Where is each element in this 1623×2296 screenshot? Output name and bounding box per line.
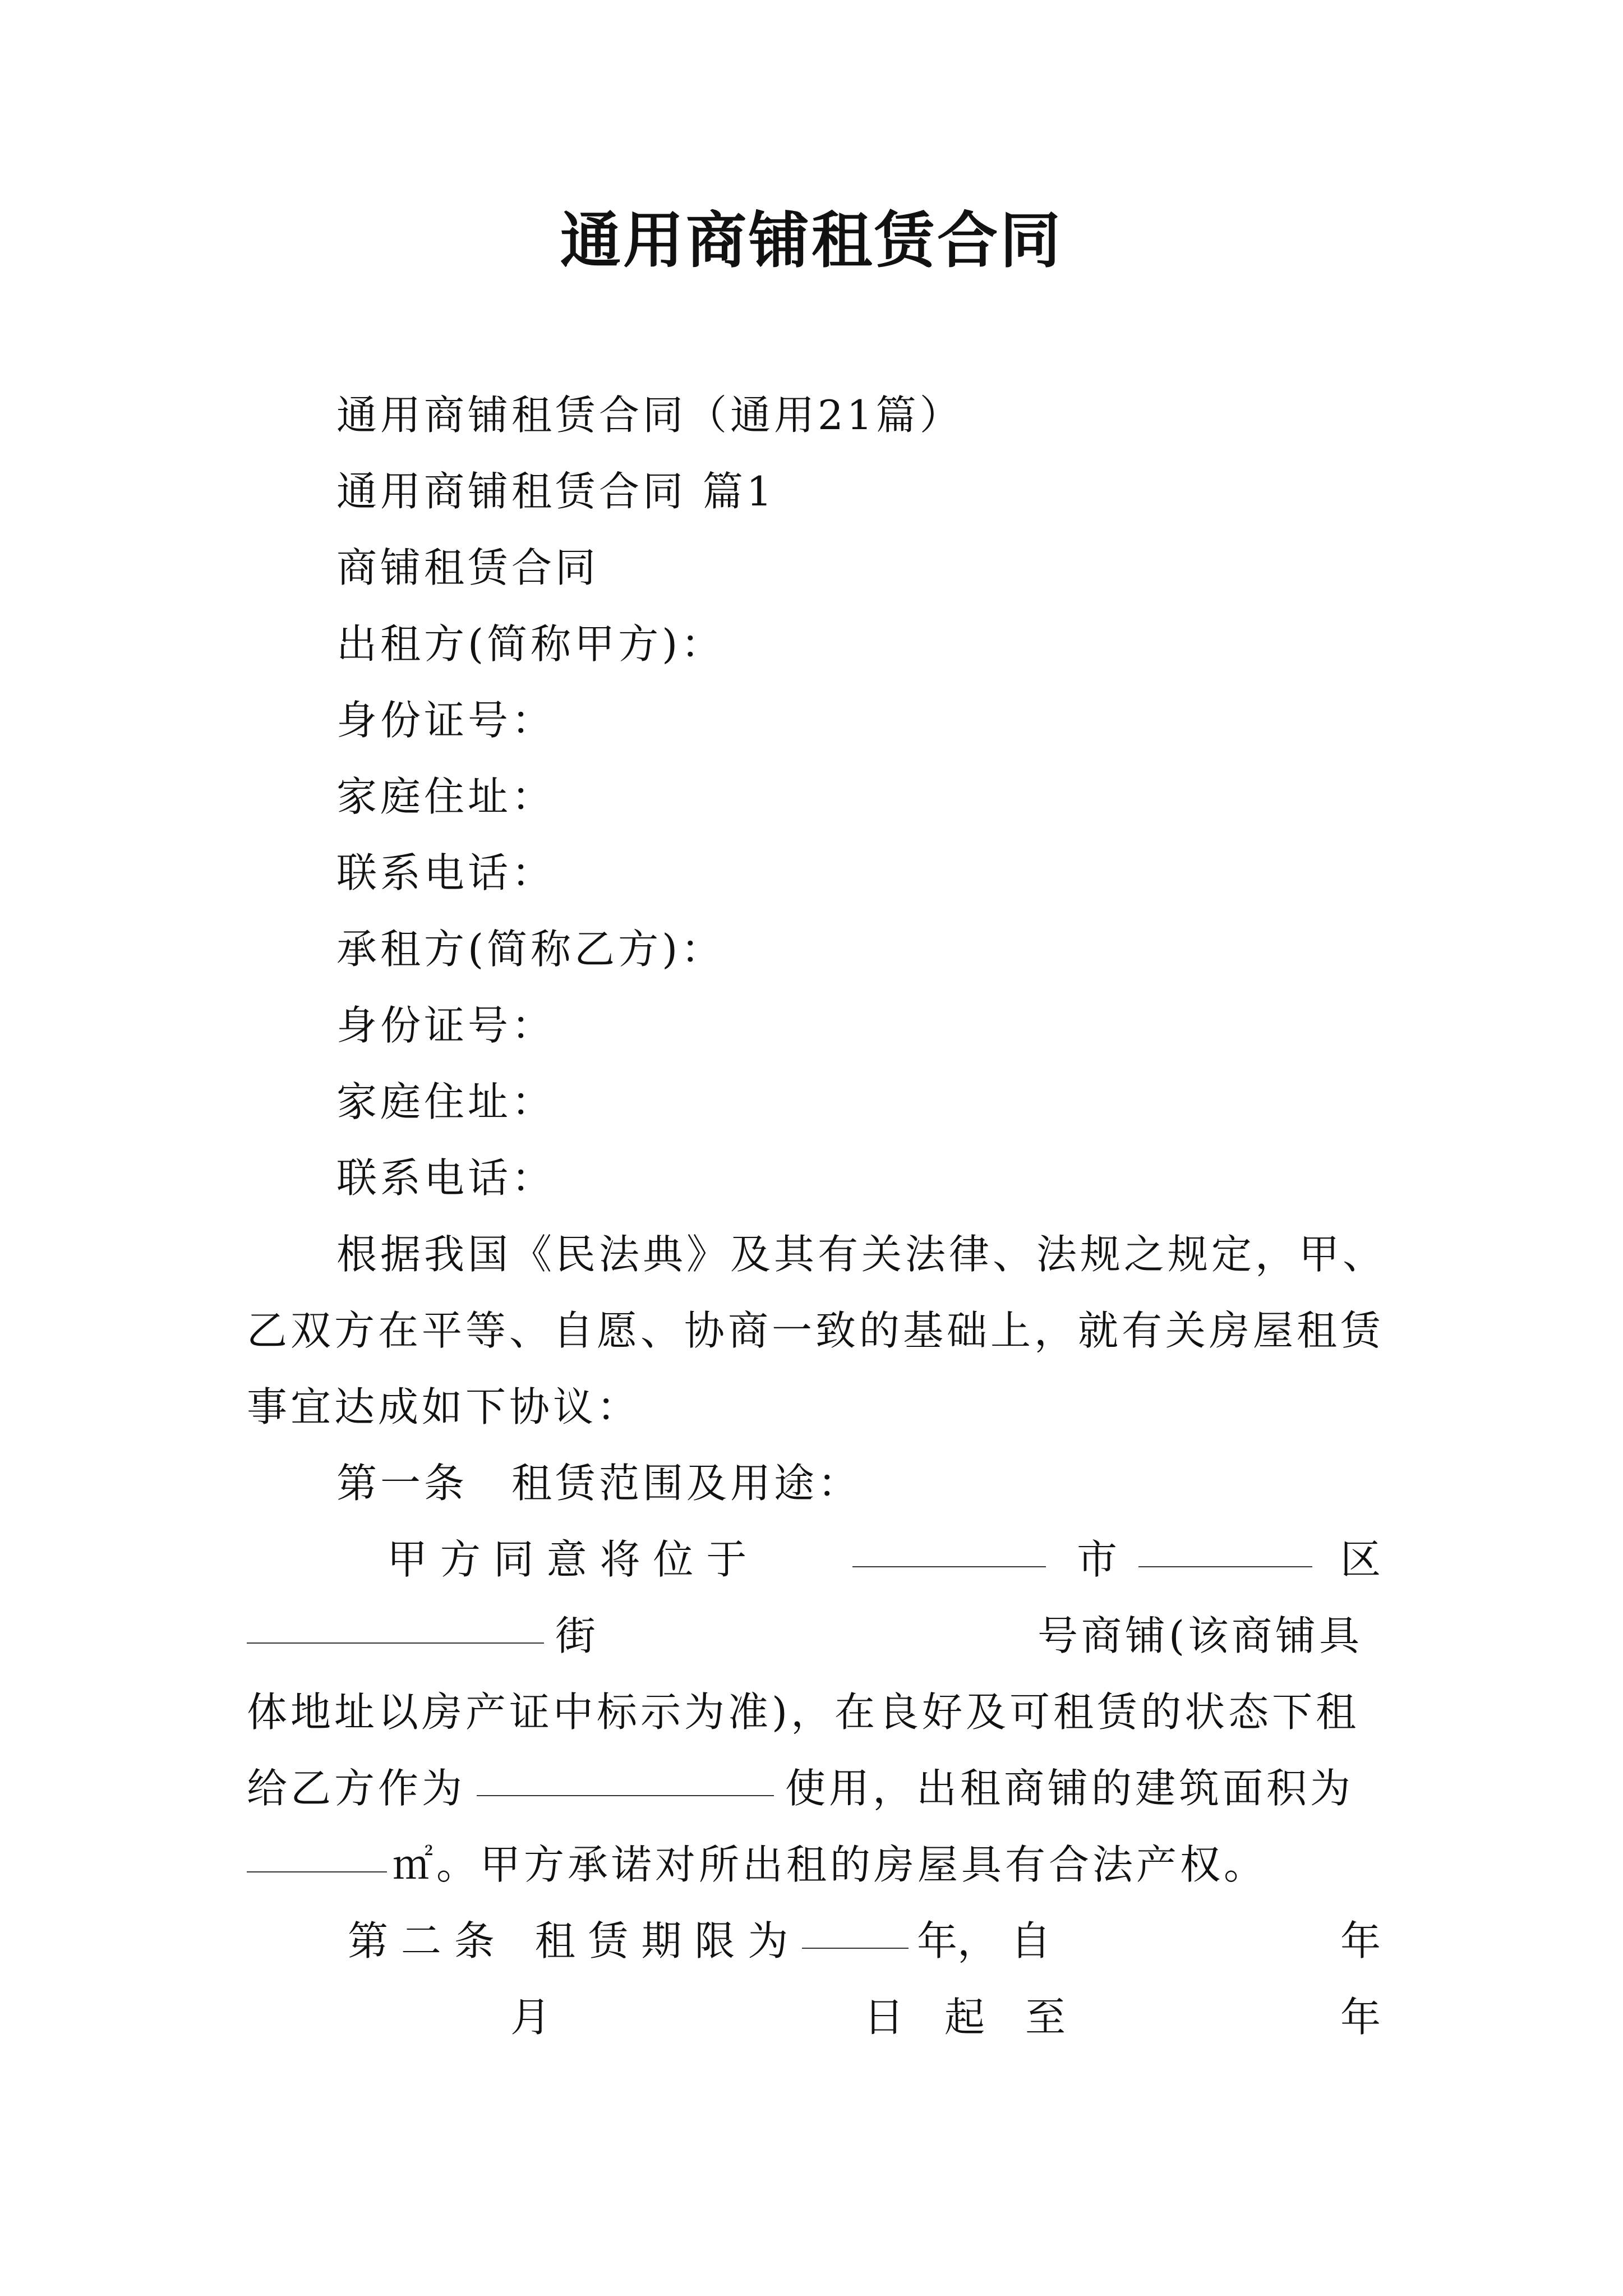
paragraph-line: 事宜达成如下协议： [247, 1383, 641, 1430]
article-1-text: 给乙方作为 [247, 1765, 466, 1812]
article-1-text: 使用，出租商铺的建筑面积为 [785, 1765, 1354, 1812]
article-1-heading: 第一条 租赁范围及用途： [336, 1460, 862, 1507]
city-blank [852, 1531, 1046, 1567]
article-1-text: 区 [1340, 1536, 1381, 1583]
article-2-text: 月 [510, 1994, 551, 2041]
lessor-label: 出租方(简称甲方)： [336, 620, 725, 668]
article-1-text: 甲 方 同 意 将 位 于 [387, 1536, 747, 1583]
article-1-text: ㎡。甲方承诺对所出租的房屋具有合法产权。 [393, 1841, 1268, 1888]
term-years-blank [802, 1913, 909, 1949]
lessee-id-label: 身份证号： [336, 1002, 556, 1049]
paragraph-line: 根据我国《民法典》及其有关法律、法规之规定，甲、 [336, 1231, 1387, 1278]
article-1-text: 市 [1077, 1536, 1118, 1583]
article-2-text: 年 [1340, 1917, 1381, 1964]
article-1-text: 体地址以房产证中标示为准)，在良好及可租赁的状态下租 [247, 1688, 1360, 1736]
section-heading: 通用商铺租赁合同 篇1 [336, 468, 776, 515]
article-2-heading: 第 二 条 租 赁 期 限 为 [348, 1917, 789, 1964]
article-2-text: 日 起 至 [864, 1994, 1066, 2041]
article-2-text: 年 [1340, 1994, 1381, 2041]
lessor-phone-label: 联系电话： [336, 849, 556, 896]
paragraph-line: 乙双方在平等、自愿、协商一致的基础上，就有关房屋租赁 [247, 1307, 1385, 1354]
lessee-address-label: 家庭住址： [336, 1078, 556, 1125]
article-2-text: 年， 自 [917, 1917, 1051, 1964]
lessor-id-label: 身份证号： [336, 697, 556, 744]
area-blank [247, 1837, 387, 1872]
article-1-text: 街 [555, 1612, 596, 1659]
lessee-phone-label: 联系电话： [336, 1154, 556, 1202]
usage-blank [477, 1760, 774, 1796]
doc-subtitle: 通用商铺租赁合同（通用21篇） [336, 392, 963, 439]
article-1-text: 号商铺(该商铺具 [1038, 1612, 1363, 1659]
lessor-address-label: 家庭住址： [336, 773, 556, 820]
street-blank [247, 1608, 544, 1644]
contract-name: 商铺租赁合同 [336, 544, 600, 591]
district-blank [1138, 1531, 1312, 1567]
lessee-label: 承租方(简称乙方)： [336, 926, 725, 973]
document-title: 通用商铺租赁合同 [560, 206, 1063, 276]
